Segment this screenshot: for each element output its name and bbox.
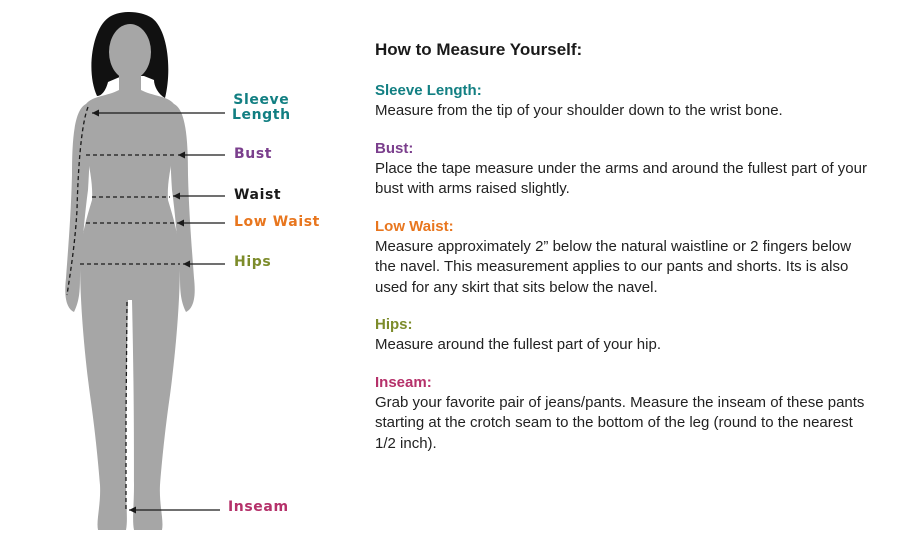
low-waist-text: Measure approximately 2” below the natural waistline or 2 fingers below the navel. This measurement applies to our pants and shorts. Its is also used for any skirt that sits below the navel. <box>375 237 852 296</box>
head-shape <box>109 24 151 80</box>
sleeve-section <box>375 81 875 122</box>
hips-section <box>375 315 875 356</box>
sleeve-text: Measure from the tip of your shoulder down to the wrist bone. <box>375 102 783 119</box>
bust-heading: Bust: <box>375 139 414 157</box>
body-shape <box>80 90 180 530</box>
low-waist-label: Low Waist <box>234 214 320 230</box>
waist-label: Waist <box>234 187 282 203</box>
hips-heading: Hips: <box>375 316 413 333</box>
sleeve-label-line2: Length <box>232 107 291 123</box>
inseam-label: Inseam <box>228 499 289 515</box>
inseam-section <box>375 373 875 455</box>
measurement-guide <box>375 40 875 471</box>
guide-title: How to Measure Yourself: <box>375 40 583 59</box>
woman-silhouette-icon <box>65 12 194 530</box>
inseam-text: Grab your favorite pair of jeans/pants. Measure the inseam of these pants starting at the crotch seam to the bottom of the leg (round to the nearest 1/2 inch). <box>375 393 865 452</box>
bust-section <box>375 139 875 200</box>
measurement-figure <box>0 0 360 550</box>
bust-text: Place the tape measure under the arms and around the fullest part of your bust with arms raised slightly. <box>375 159 867 197</box>
low-waist-section <box>375 217 875 299</box>
hips-text: Measure around the fullest part of your hip. <box>375 336 661 353</box>
sleeve-heading: Sleeve Length: <box>375 82 482 99</box>
sleeve-label-line1: Sleeve <box>233 92 290 108</box>
sleeve-length-label <box>232 93 291 123</box>
inseam-heading: Inseam: <box>375 373 432 391</box>
low-waist-heading: Low Waist: <box>375 217 454 235</box>
bust-label: Bust <box>234 146 273 162</box>
hips-label: Hips <box>234 254 272 270</box>
